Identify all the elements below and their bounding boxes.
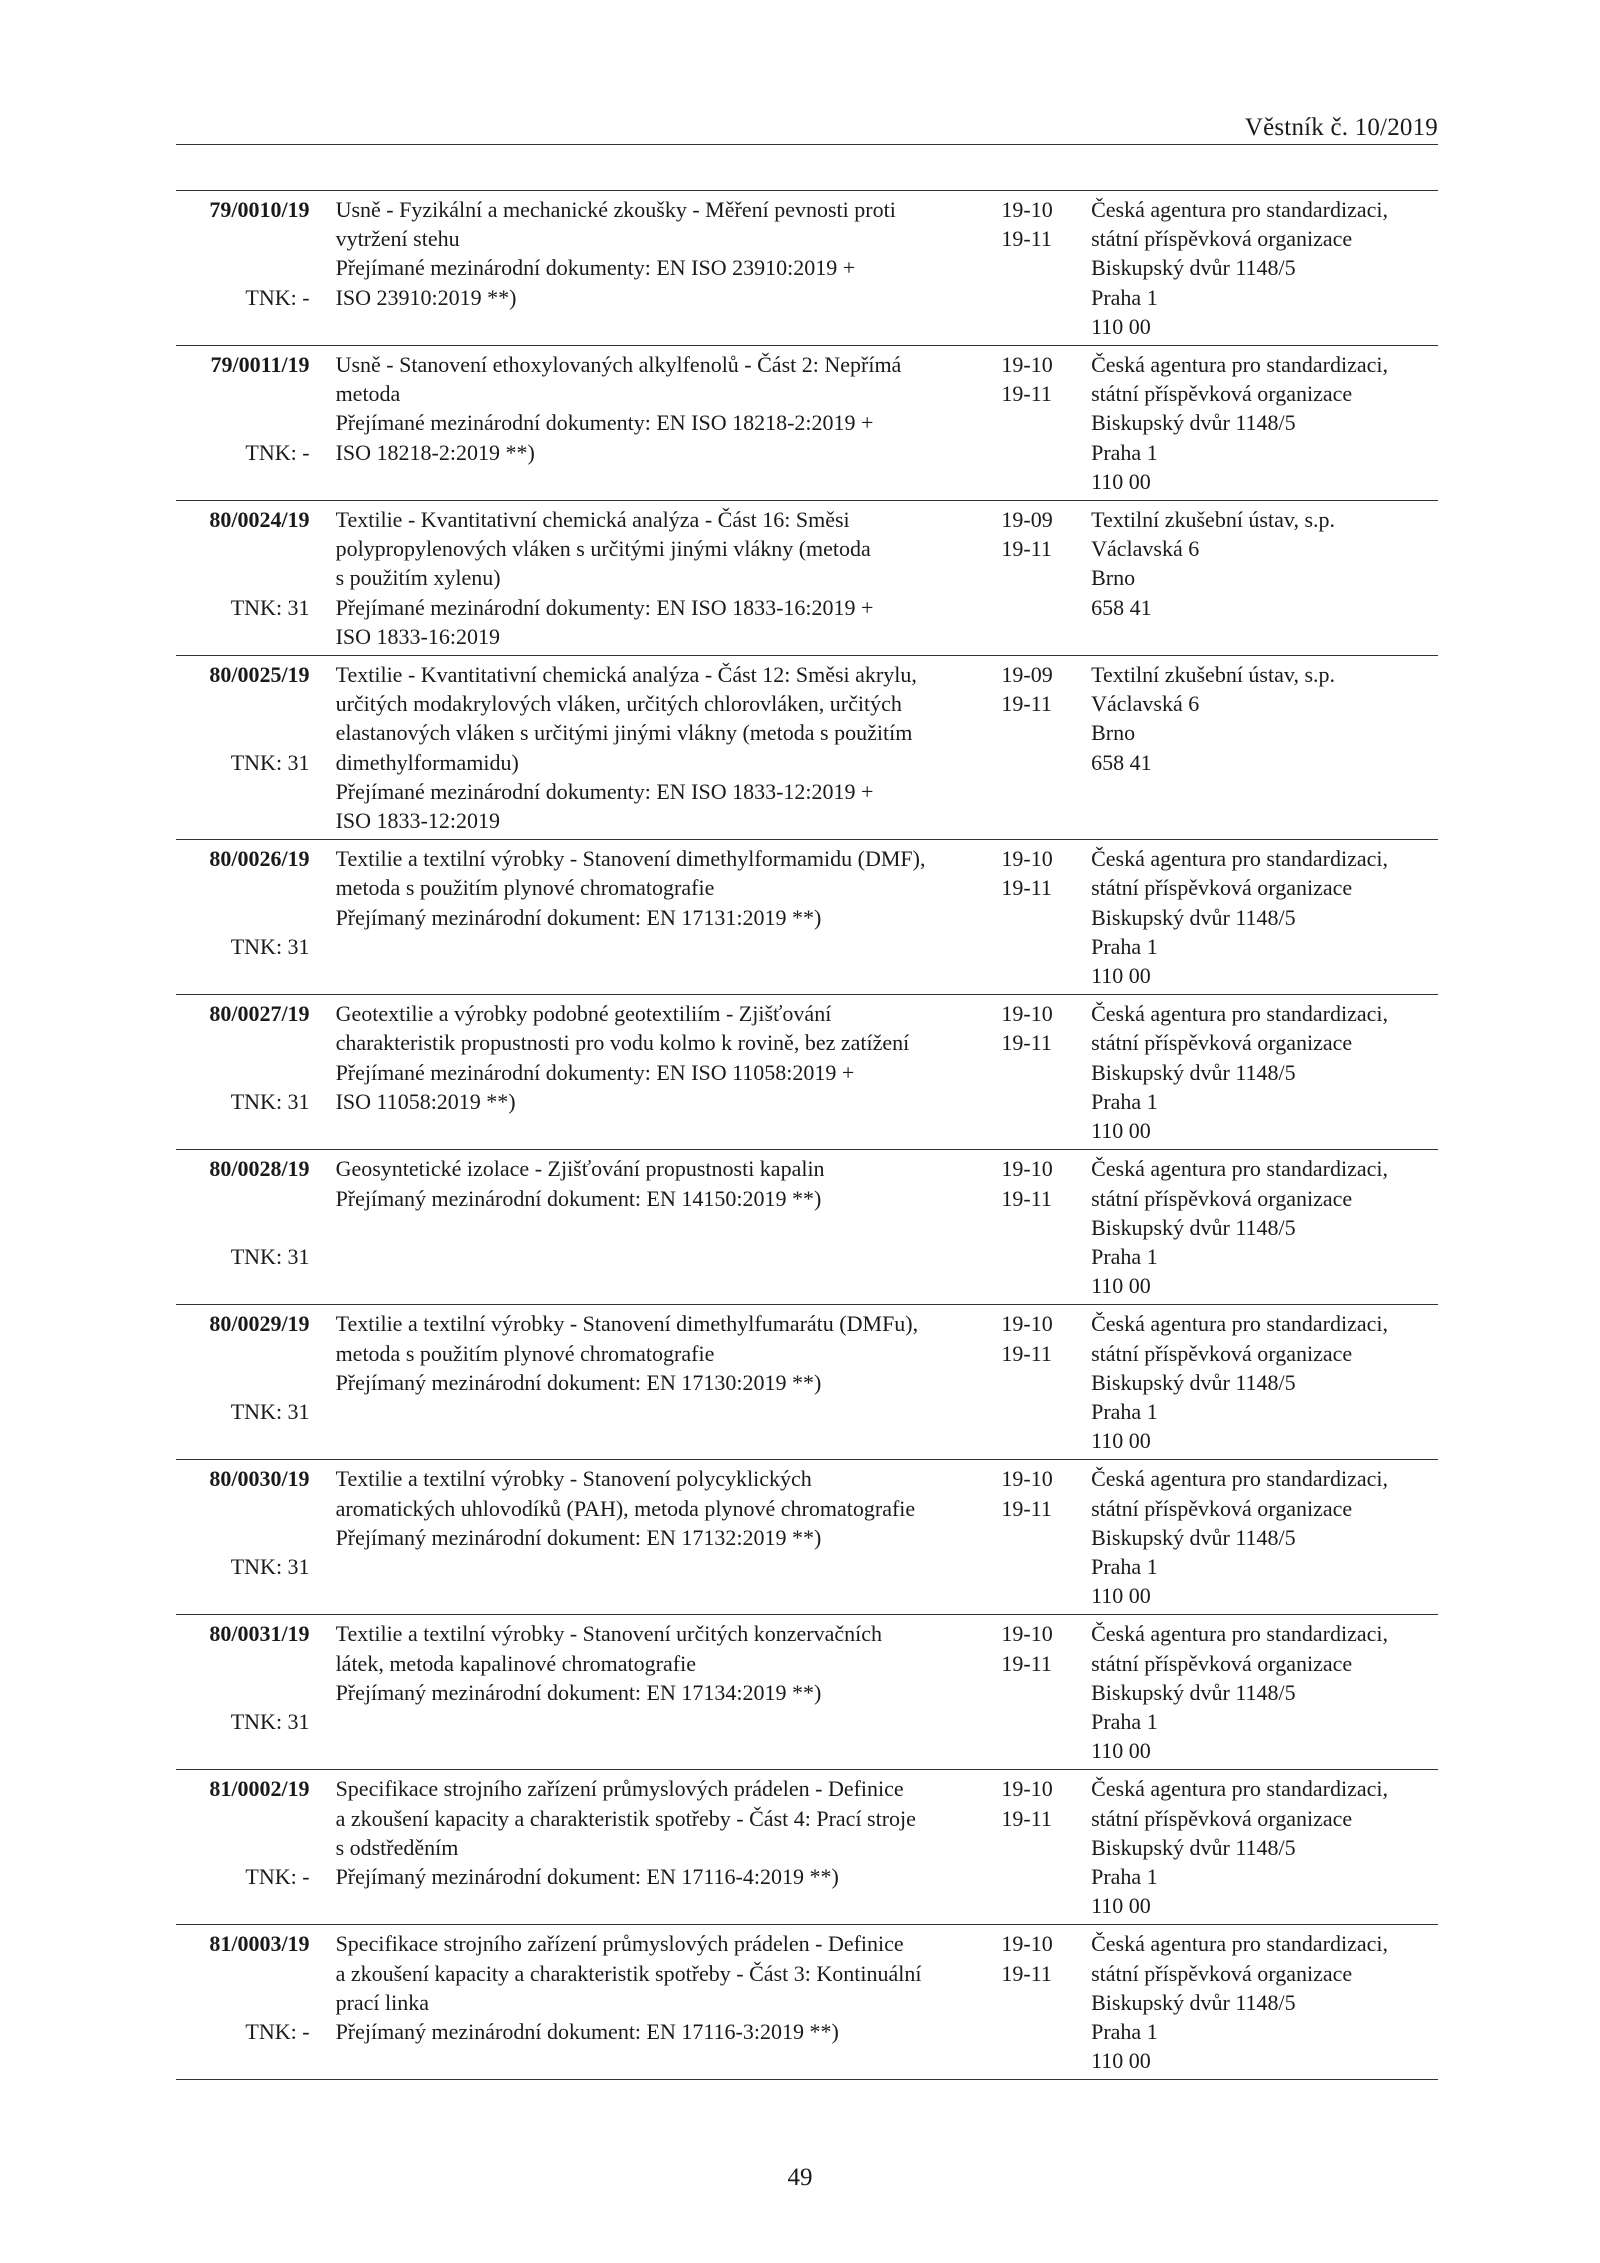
organization-line: Biskupský dvůr 1148/5 (1091, 1214, 1296, 1240)
entry-dates (1001, 660, 1091, 835)
entry-description (336, 195, 998, 341)
description-line: Geotextilie a výrobky podobné geotextiliím - Zjišťování (335, 1001, 832, 1027)
entry-organization (1091, 999, 1438, 1145)
entry-description (336, 350, 998, 496)
entry-dates (1001, 1464, 1091, 1610)
organization-line: Česká agentura pro standardizaci, (1091, 1001, 1388, 1027)
organization-line: Biskupský dvůr 1148/5 (1091, 1059, 1296, 1085)
page-header (176, 110, 1438, 145)
organization-line: Praha 1 (1091, 1243, 1158, 1269)
description-line: s odstředěním (335, 1834, 459, 1860)
journal-title: Věstník č. 10/2019 (1244, 114, 1438, 141)
description-line: Přejímaný mezinárodní dokument: EN 17134:2019 **) (335, 1679, 822, 1705)
entry-number: 81/0003/19 (209, 1931, 310, 1957)
organization-line: Brno (1091, 565, 1136, 591)
description-line: látek, metoda kapalinové chromatografie (335, 1650, 696, 1676)
entry-description (336, 1929, 998, 2075)
organization-line: Česká agentura pro standardizaci, (1091, 1156, 1388, 1182)
entry-number: 80/0028/19 (209, 1156, 310, 1182)
entry-tnk: TNK: - (245, 284, 310, 310)
entry-tnk: TNK: 31 (230, 1398, 310, 1424)
organization-line: Česká agentura pro standardizaci, (1091, 1466, 1388, 1492)
entry-dates (1001, 1154, 1091, 1300)
entry-description (336, 844, 998, 990)
organization-line: státní příspěvková organizace (1091, 875, 1353, 901)
organization-line: Praha 1 (1091, 439, 1158, 465)
entry-number: 80/0025/19 (209, 662, 310, 688)
organization-line: Biskupský dvůr 1148/5 (1091, 1369, 1296, 1395)
organization-line: Biskupský dvůr 1148/5 (1091, 1834, 1296, 1860)
entry-description (336, 999, 998, 1145)
organization-line: Textilní zkušební ústav, s.p. (1091, 662, 1335, 688)
standard-entry (176, 1150, 1438, 1305)
entry-id-column (176, 1774, 310, 1920)
description-line: Specifikace strojního zařízení průmyslových prádelen - Definice (335, 1931, 904, 1957)
date-value: 19-11 (1001, 1340, 1052, 1366)
organization-line: státní příspěvková organizace (1091, 1960, 1353, 1986)
entry-organization (1091, 350, 1438, 496)
description-line: Přejímané mezinárodní dokumenty: EN ISO 23910:2019 + (335, 255, 856, 281)
description-line: polypropylenových vláken s určitými jinými vlákny (metoda (335, 536, 871, 562)
entry-organization (1091, 1929, 1438, 2075)
standard-entry (176, 1305, 1438, 1460)
entry-dates (1001, 1309, 1091, 1455)
description-line: a zkoušení kapacity a charakteristik spotřeby - Část 4: Prací stroje (335, 1805, 916, 1831)
description-line: Textilie a textilní výrobky - Stanovení polycyklických (335, 1466, 812, 1492)
date-value: 19-10 (1001, 352, 1053, 378)
entry-tnk: TNK: 31 (230, 1708, 310, 1734)
entry-organization (1091, 660, 1438, 835)
entry-number: 80/0027/19 (209, 1001, 310, 1027)
description-line: dimethylformamidu) (335, 749, 519, 775)
description-line: Přejímaný mezinárodní dokument: EN 14150:2019 **) (335, 1185, 822, 1211)
entry-description (336, 1464, 998, 1610)
organization-line: státní příspěvková organizace (1091, 1805, 1353, 1831)
entry-organization (1091, 1774, 1438, 1920)
entry-organization (1091, 1619, 1438, 1765)
entry-number: 80/0024/19 (209, 507, 310, 533)
date-value: 19-11 (1001, 1805, 1052, 1831)
entry-number: 80/0031/19 (209, 1621, 310, 1647)
date-value: 19-10 (1001, 197, 1053, 222)
standard-entry (176, 1460, 1438, 1615)
description-line: Textilie a textilní výrobky - Stanovení dimethylfumarátu (DMFu), (335, 1311, 919, 1337)
entry-id-column (176, 1154, 310, 1300)
description-line: charakteristik propustnosti pro vodu kolmo k rovině, bez zatížení (335, 1030, 910, 1056)
description-line: Textilie a textilní výrobky - Stanovení dimethylformamidu (DMF), (335, 846, 926, 872)
organization-line: 110 00 (1091, 2048, 1151, 2074)
entry-description (336, 1774, 998, 1920)
standard-entry (176, 1925, 1438, 2080)
description-line: Přejímané mezinárodní dokumenty: EN ISO 18218-2:2019 + (335, 410, 874, 436)
organization-line: Biskupský dvůr 1148/5 (1091, 410, 1296, 436)
entry-organization (1091, 195, 1438, 341)
organization-line: Česká agentura pro standardizaci, (1091, 1776, 1388, 1802)
organization-line: Česká agentura pro standardizaci, (1091, 846, 1388, 872)
organization-line: Textilní zkušební ústav, s.p. (1091, 507, 1335, 533)
entry-number: 79/0010/19 (209, 197, 310, 222)
organization-line: Česká agentura pro standardizaci, (1091, 1621, 1388, 1647)
date-value: 19-11 (1001, 226, 1052, 252)
standard-entry (176, 346, 1438, 501)
entry-description (336, 1309, 998, 1455)
entry-id-column (176, 660, 310, 835)
organization-line: Česká agentura pro standardizaci, (1091, 352, 1388, 378)
entry-tnk: TNK: - (245, 439, 310, 465)
description-line: určitých modakrylových vláken, určitých chlorovláken, určitých (335, 691, 902, 717)
description-line: Přejímaný mezinárodní dokument: EN 17116-3:2019 **) (335, 2018, 839, 2044)
entry-number: 79/0011/19 (210, 352, 310, 378)
description-line: Přejímané mezinárodní dokumenty: EN ISO 1833-16:2019 + (335, 594, 874, 620)
organization-line: 110 00 (1091, 468, 1151, 494)
entry-id-column (176, 1619, 310, 1765)
description-line: ISO 1833-16:2019 (335, 623, 500, 649)
organization-line: 110 00 (1091, 1738, 1151, 1764)
entry-dates (1001, 350, 1091, 496)
entry-organization (1091, 1464, 1438, 1610)
organization-line: 110 00 (1091, 1118, 1151, 1144)
description-line: metoda s použitím plynové chromatografie (335, 1340, 715, 1366)
entry-number: 80/0030/19 (209, 1466, 310, 1492)
entry-tnk: TNK: - (245, 2018, 310, 2044)
date-value: 19-11 (1001, 1650, 1052, 1676)
description-line: a zkoušení kapacity a charakteristik spotřeby - Část 3: Kontinuální (335, 1960, 922, 1986)
date-value: 19-11 (1001, 1960, 1052, 1986)
entry-dates (1001, 1619, 1091, 1765)
entry-dates (1001, 1929, 1091, 2075)
date-value: 19-09 (1001, 507, 1053, 533)
date-value: 19-11 (1001, 875, 1052, 901)
entry-tnk: TNK: 31 (230, 1088, 310, 1114)
description-line: Přejímaný mezinárodní dokument: EN 17116-4:2019 **) (335, 1863, 839, 1889)
entry-tnk: TNK: 31 (230, 1553, 310, 1579)
organization-line: Biskupský dvůr 1148/5 (1091, 1989, 1296, 2015)
date-value: 19-10 (1001, 1466, 1053, 1492)
organization-line: státní příspěvková organizace (1091, 1185, 1353, 1211)
organization-line: Praha 1 (1091, 2018, 1158, 2044)
organization-line: 658 41 (1091, 594, 1152, 620)
date-value: 19-10 (1001, 1621, 1053, 1647)
entry-description (336, 505, 998, 651)
organization-line: státní příspěvková organizace (1091, 381, 1353, 407)
entry-number: 80/0029/19 (209, 1311, 310, 1337)
organization-line: státní příspěvková organizace (1091, 1030, 1353, 1056)
organization-line: 110 00 (1091, 1893, 1151, 1919)
entry-id-column (176, 350, 310, 496)
description-line: Usně - Fyzikální a mechanické zkoušky - Měření pevnosti proti (335, 197, 896, 222)
organization-line: 110 00 (1091, 1273, 1151, 1299)
description-line: Geosyntetické izolace - Zjišťování propustnosti kapalin (335, 1156, 825, 1182)
description-line: s použitím xylenu) (335, 565, 501, 591)
description-line: aromatických uhlovodíků (PAH), metoda plynové chromatografie (335, 1495, 916, 1521)
description-line: ISO 18218-2:2019 **) (335, 439, 535, 465)
organization-line: Brno (1091, 720, 1136, 746)
organization-line: Česká agentura pro standardizaci, (1091, 1931, 1388, 1957)
standard-entry (176, 191, 1438, 346)
description-line: vytržení stehu (335, 226, 460, 252)
entry-description (336, 660, 998, 835)
date-value: 19-11 (1001, 381, 1052, 407)
description-line: ISO 1833-12:2019 (335, 808, 500, 834)
entry-id-column (176, 844, 310, 990)
organization-line: Biskupský dvůr 1148/5 (1091, 255, 1296, 281)
date-value: 19-09 (1001, 662, 1053, 688)
entry-tnk: TNK: 31 (230, 933, 310, 959)
date-value: 19-10 (1001, 1311, 1053, 1337)
entry-number: 81/0002/19 (209, 1776, 310, 1802)
date-value: 19-10 (1001, 1156, 1053, 1182)
description-line: ISO 11058:2019 **) (335, 1088, 516, 1114)
description-line: metoda (335, 381, 401, 407)
entry-id-column (176, 505, 310, 651)
description-line: Přejímaný mezinárodní dokument: EN 17130:2019 **) (335, 1369, 822, 1395)
entry-id-column (176, 1929, 310, 2075)
entry-tnk: TNK: 31 (230, 594, 310, 620)
organization-line: 110 00 (1091, 1428, 1151, 1454)
standard-entry (176, 1770, 1438, 1925)
organization-line: státní příspěvková organizace (1091, 1340, 1353, 1366)
organization-line: Praha 1 (1091, 933, 1158, 959)
standard-entry (176, 1615, 1438, 1770)
entry-organization (1091, 1154, 1438, 1300)
organization-line: státní příspěvková organizace (1091, 1495, 1353, 1521)
description-line: Specifikace strojního zařízení průmyslových prádelen - Definice (335, 1776, 904, 1802)
date-value: 19-10 (1001, 1001, 1053, 1027)
standard-entry (176, 840, 1438, 995)
date-value: 19-11 (1001, 1185, 1052, 1211)
description-line: Textilie - Kvantitativní chemická analýza - Část 12: Směsi akrylu, (335, 662, 917, 688)
date-value: 19-11 (1001, 691, 1052, 717)
organization-line: Biskupský dvůr 1148/5 (1091, 1679, 1296, 1705)
standard-entry (176, 501, 1438, 656)
standard-entry (176, 656, 1438, 840)
date-value: 19-11 (1001, 1495, 1052, 1521)
organization-line: Praha 1 (1091, 284, 1158, 310)
entry-description (336, 1154, 998, 1300)
entry-organization (1091, 1309, 1438, 1455)
description-line: Usně - Stanovení ethoxylovaných alkylfenolů - Část 2: Nepřímá (335, 352, 902, 378)
organization-line: 110 00 (1091, 963, 1151, 989)
organization-line: Praha 1 (1091, 1553, 1158, 1579)
entry-organization (1091, 844, 1438, 990)
description-line: Přejímané mezinárodní dokumenty: EN ISO 1833-12:2019 + (335, 778, 874, 804)
organization-line: státní příspěvková organizace (1091, 1650, 1353, 1676)
standard-entry (176, 995, 1438, 1150)
organization-line: 110 00 (1091, 313, 1151, 339)
organization-line: Biskupský dvůr 1148/5 (1091, 1524, 1296, 1550)
entry-id-column (176, 999, 310, 1145)
description-line: metoda s použitím plynové chromatografie (335, 875, 715, 901)
organization-line: Praha 1 (1091, 1088, 1158, 1114)
entry-id-column (176, 1464, 310, 1610)
organization-line: Václavská 6 (1091, 536, 1200, 562)
page-number: 49 (787, 2164, 813, 2191)
entry-dates (1001, 505, 1091, 651)
organization-line: Česká agentura pro standardizaci, (1091, 197, 1388, 222)
entry-dates (1001, 195, 1091, 341)
organization-line: Biskupský dvůr 1148/5 (1091, 904, 1296, 930)
description-line: Textilie a textilní výrobky - Stanovení určitých konzervačních (335, 1621, 883, 1647)
organization-line: Česká agentura pro standardizaci, (1091, 1311, 1388, 1337)
entry-description (336, 1619, 998, 1765)
standards-list (176, 190, 1438, 2080)
description-line: ISO 23910:2019 **) (335, 284, 517, 310)
description-line: prací linka (335, 1989, 430, 2015)
entry-id-column (176, 1309, 310, 1455)
entry-id-column (176, 195, 310, 341)
description-line: Textilie - Kvantitativní chemická analýza - Část 16: Směsi (335, 507, 850, 533)
organization-line: Praha 1 (1091, 1863, 1158, 1889)
date-value: 19-11 (1001, 536, 1052, 562)
entry-dates (1001, 844, 1091, 990)
organization-line: Praha 1 (1091, 1708, 1158, 1734)
description-line: Přejímané mezinárodní dokumenty: EN ISO 11058:2019 + (335, 1059, 855, 1085)
organization-line: Václavská 6 (1091, 691, 1200, 717)
organization-line: státní příspěvková organizace (1091, 226, 1353, 252)
entry-tnk: TNK: - (245, 1863, 310, 1889)
entry-dates (1001, 1774, 1091, 1920)
description-line: Přejímaný mezinárodní dokument: EN 17131:2019 **) (335, 904, 822, 930)
date-value: 19-10 (1001, 1776, 1053, 1802)
entry-organization (1091, 505, 1438, 651)
entry-number: 80/0026/19 (209, 846, 310, 872)
entry-dates (1001, 999, 1091, 1145)
date-value: 19-10 (1001, 1931, 1053, 1957)
description-line: elastanových vláken s určitými jinými vlákny (metoda s použitím (335, 720, 913, 746)
description-line: Přejímaný mezinárodní dokument: EN 17132:2019 **) (335, 1524, 822, 1550)
entry-tnk: TNK: 31 (230, 1243, 310, 1269)
date-value: 19-10 (1001, 846, 1053, 872)
organization-line: 658 41 (1091, 749, 1152, 775)
date-value: 19-11 (1001, 1030, 1052, 1056)
entry-tnk: TNK: 31 (230, 749, 310, 775)
organization-line: 110 00 (1091, 1583, 1151, 1609)
organization-line: Praha 1 (1091, 1398, 1158, 1424)
